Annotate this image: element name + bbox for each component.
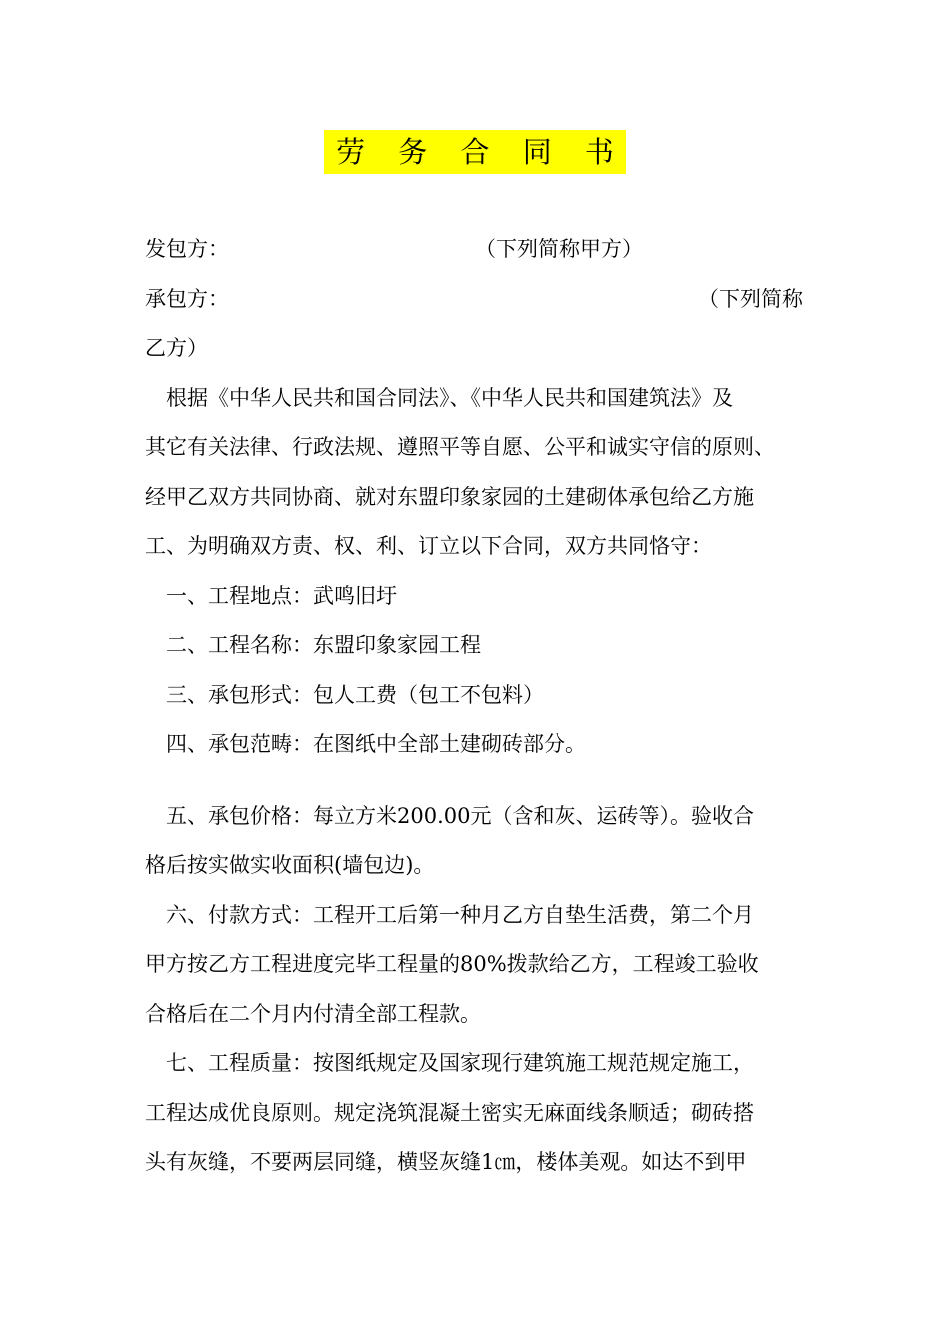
document-body — [145, 225, 810, 1188]
clause-payment-line: 六、付款方式：工程开工后第一种月乙方自垫生活费，第二个月 — [166, 902, 754, 927]
party-a-label: 发包方： — [145, 237, 229, 261]
paragraph-gap — [145, 770, 810, 792]
preamble-line: 其它有关法律、行政法规、遵照平等自愿、公平和诚实守信的原则、 — [145, 435, 775, 459]
clause-location: 一、工程地点：武鸣旧圩 — [166, 583, 397, 608]
clause-quality-line: 头有灰缝，不要两层同缝，横竖灰缝1㎝，楼体美观。如达不到甲 — [145, 1150, 747, 1174]
title-container — [0, 130, 950, 174]
document-title: 劳 务 合 同 书 — [324, 130, 626, 174]
party-b-note: （下列简称 — [698, 286, 803, 311]
clause-payment-line: 甲方按乙方工程进度完毕工程量的80%拨款给乙方，工程竣工验收 — [145, 952, 759, 976]
preamble-line: 根据《中华人民共和国合同法》、《中华人民共和国建筑法》及 — [166, 385, 733, 410]
clause-payment-line: 合格后在二个月内付清全部工程款。 — [145, 1001, 481, 1026]
clause-price-line: 五、承包价格：每立方米200.00元（含和灰、运砖等）。验收合 — [166, 803, 754, 828]
party-b-line — [145, 275, 810, 325]
party-b-label: 承包方： — [145, 286, 229, 311]
clause-quality-line: 工程达成优良原则。规定浇筑混凝土密实无麻面线条顺适；砌砖搭 — [145, 1100, 754, 1125]
preamble-line: 经甲乙双方共同协商、就对东盟印象家园的土建砌体承包给乙方施 — [145, 484, 754, 509]
clause-contract-form: 三、承包形式：包人工费（包工不包料） — [166, 682, 544, 707]
clause-quality-line: 七、工程质量：按图纸规定及国家现行建筑施工规范规定施工， — [166, 1051, 754, 1075]
party-a-note: （下列简称甲方） — [475, 237, 643, 261]
clause-project-name: 二、工程名称：东盟印象家园工程 — [166, 633, 481, 657]
clause-scope: 四、承包范畴：在图纸中全部土建砌砖部分。 — [166, 732, 586, 756]
preamble-line: 工、为明确双方责、权、利、订立以下合同，双方共同恪守： — [145, 534, 712, 558]
clause-price-line: 格后按实做实收面积(墙包边)。 — [145, 853, 435, 877]
party-a-line — [145, 225, 810, 275]
party-b-note-continuation: 乙方） — [145, 336, 208, 360]
